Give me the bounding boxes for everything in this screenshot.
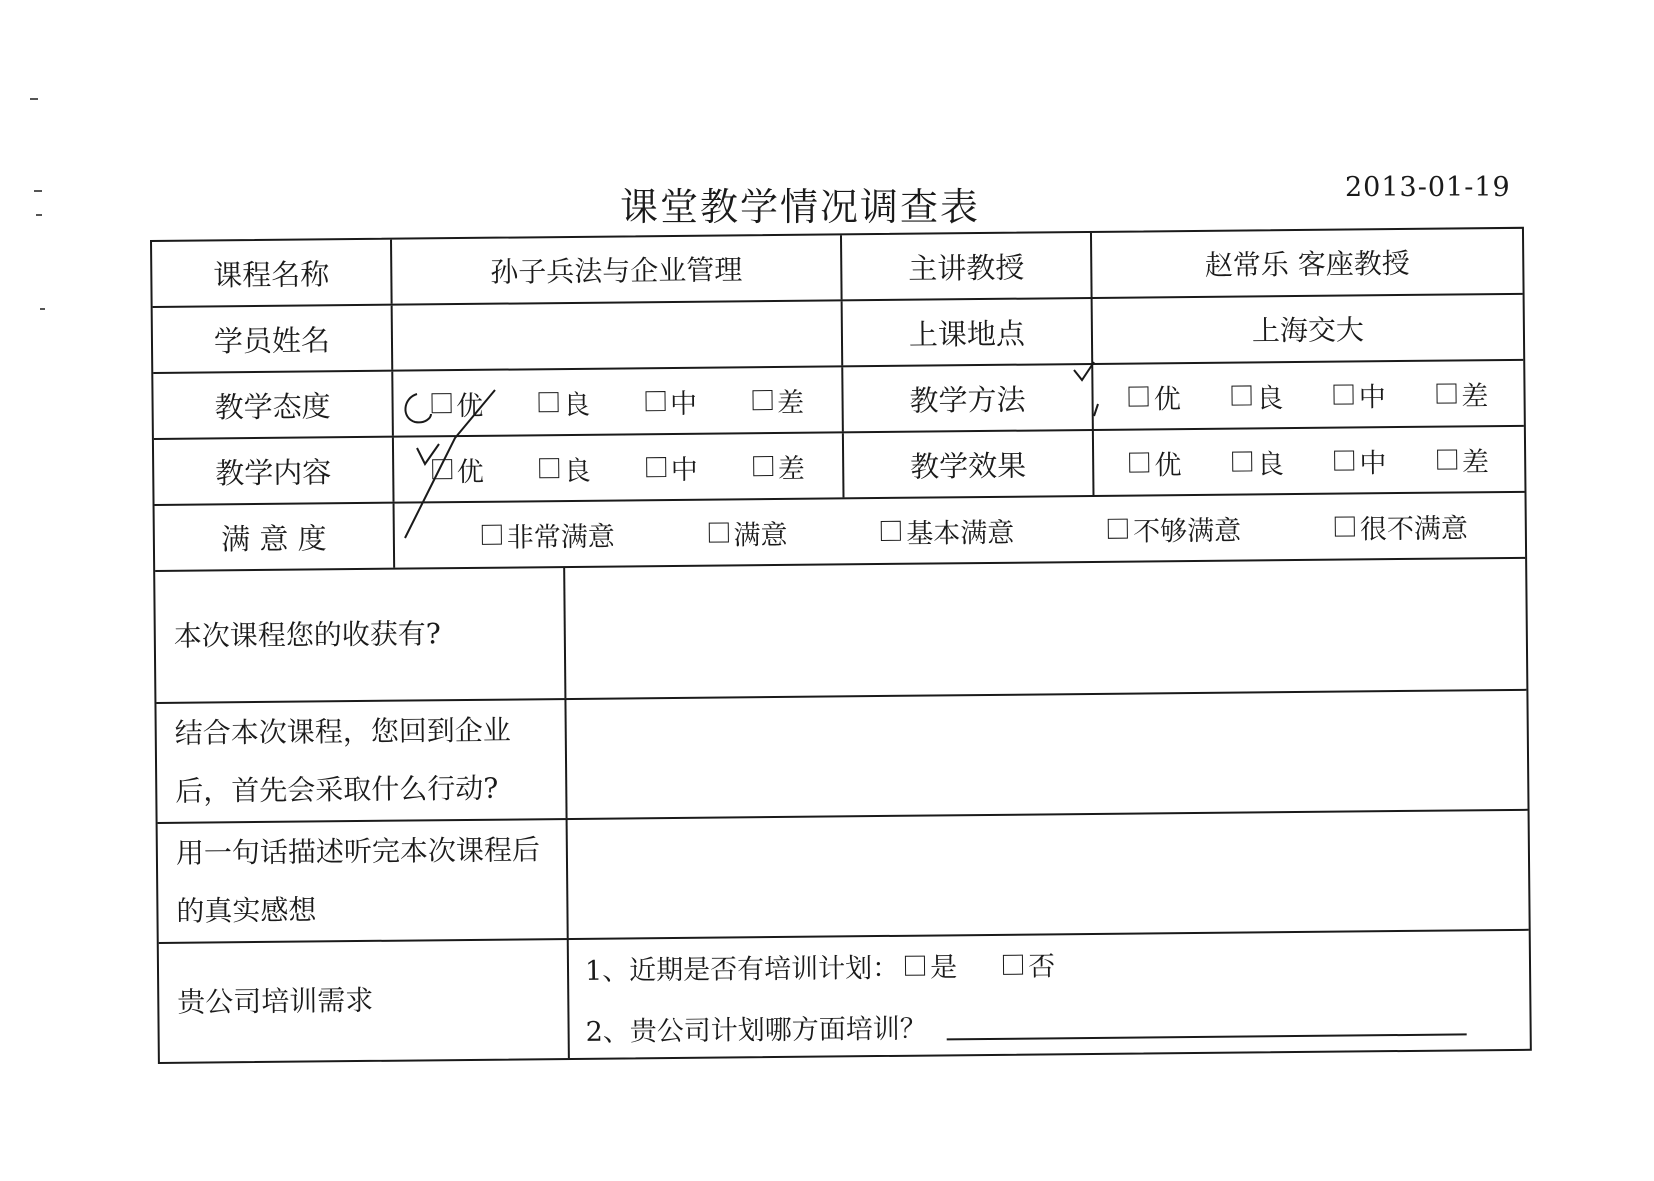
student-name-field[interactable] — [393, 301, 844, 369]
option-label: 良 — [562, 389, 591, 421]
option-label: 良 — [563, 455, 591, 487]
q1-answer[interactable] — [565, 559, 1526, 698]
option-label: 否 — [1028, 951, 1056, 983]
checkbox-icon — [1436, 383, 1456, 403]
attitude-option-excellent[interactable] — [431, 383, 483, 422]
page-title: 课堂教学情况调查表 — [620, 185, 981, 229]
method-option-good[interactable] — [1231, 376, 1283, 415]
checkbox-icon — [432, 459, 452, 479]
training-plan-question: 1、近期是否有培训计划： — [584, 952, 900, 987]
location-label: 上课地点 — [843, 299, 1094, 365]
checkbox-icon — [538, 392, 558, 412]
checkbox-icon — [431, 393, 451, 413]
row-q4 — [159, 931, 1530, 1062]
option-label: 差 — [777, 453, 805, 485]
effect-option-good[interactable] — [1232, 442, 1284, 481]
option-label: 优 — [456, 456, 484, 488]
training-area-input[interactable] — [947, 1007, 1467, 1040]
effect-option-excellent[interactable] — [1129, 443, 1181, 482]
checkbox-icon — [1334, 450, 1354, 470]
q2-label: 结合本次课程，您回到企业后，首先会采取什么行动? — [156, 700, 567, 822]
q3-answer[interactable] — [568, 811, 1529, 938]
checkbox-icon — [708, 522, 728, 542]
checkbox-icon — [1437, 449, 1457, 469]
checkbox-icon — [1129, 386, 1149, 406]
option-label: 差 — [1461, 446, 1490, 478]
option-label: 中 — [1359, 447, 1387, 479]
option-label: 很不满意 — [1359, 512, 1469, 545]
scan-speck — [34, 190, 42, 192]
option-label: 优 — [1154, 449, 1182, 481]
checkbox-icon — [1108, 519, 1128, 539]
option-label: 优 — [1153, 383, 1181, 415]
option-label: 不够满意 — [1132, 515, 1242, 548]
checkbox-icon — [1334, 384, 1354, 404]
method-option-fair[interactable] — [1334, 375, 1386, 414]
checkbox-icon — [646, 457, 666, 477]
checkbox-icon — [1231, 385, 1251, 405]
option-label: 非常满意 — [506, 521, 615, 554]
student-name-label: 学员姓名 — [153, 306, 394, 372]
attitude-label: 教学态度 — [153, 372, 394, 438]
option-label: 优 — [455, 390, 484, 422]
training-area-line — [585, 1001, 1467, 1048]
checkbox-icon — [752, 390, 772, 410]
option-label: 基本满意 — [906, 517, 1015, 550]
q4-label: 贵公司培训需求 — [159, 940, 570, 1062]
satisfaction-satisfied[interactable] — [708, 512, 787, 552]
row-q1 — [155, 559, 1526, 704]
satisfaction-very-unsatisfied[interactable] — [1335, 506, 1468, 546]
content-option-excellent[interactable] — [432, 449, 484, 488]
checkbox-icon — [645, 391, 665, 411]
option-label: 满意 — [733, 519, 788, 551]
attitude-options — [393, 367, 844, 435]
option-label: 是 — [930, 952, 958, 984]
lecturer-label: 主讲教授 — [842, 233, 1093, 299]
training-plan-yes[interactable] — [905, 945, 957, 984]
content-option-good[interactable] — [539, 448, 591, 487]
satisfaction-not-satisfied[interactable] — [1108, 508, 1241, 548]
scan-speck — [30, 98, 38, 100]
effect-options — [1094, 427, 1525, 495]
option-label: 差 — [776, 387, 805, 419]
checkbox-icon — [539, 458, 559, 478]
checkbox-icon — [1232, 451, 1252, 471]
option-label: 中 — [1358, 381, 1386, 413]
attitude-option-poor[interactable] — [752, 380, 804, 419]
training-plan-line — [585, 944, 1056, 988]
q1-label: 本次课程您的收获有? — [155, 568, 566, 702]
training-plan-no[interactable] — [1003, 944, 1055, 983]
checkbox-icon — [1335, 516, 1355, 536]
form-date: 2013-01-19 — [1345, 172, 1511, 203]
training-needs — [569, 931, 1530, 1058]
effect-option-poor[interactable] — [1437, 440, 1489, 479]
checkbox-icon — [881, 521, 901, 541]
method-options — [1093, 361, 1524, 429]
option-label: 良 — [1256, 382, 1284, 414]
checkbox-icon — [1003, 954, 1023, 974]
effect-option-fair[interactable] — [1334, 441, 1386, 480]
course-name-label: 课程名称 — [152, 240, 393, 306]
checkbox-icon — [482, 525, 502, 545]
checkbox-icon — [753, 456, 773, 476]
content-option-poor[interactable] — [753, 446, 805, 485]
row-q3 — [158, 811, 1529, 944]
satisfaction-label: 满 意 度 — [155, 504, 396, 570]
course-name-value[interactable]: 孙子兵法与企业管理 — [392, 235, 843, 303]
option-label: 中 — [670, 454, 698, 486]
scan-speck — [36, 214, 42, 216]
option-label: 良 — [1256, 448, 1285, 480]
content-options — [394, 433, 845, 501]
satisfaction-very-satisfied[interactable] — [482, 514, 615, 554]
option-label: 中 — [669, 388, 698, 420]
checkbox-icon — [905, 955, 925, 975]
location-value[interactable]: 上海交大 — [1251, 313, 1365, 348]
attitude-option-fair[interactable] — [645, 381, 697, 420]
effect-label: 教学效果 — [844, 431, 1095, 497]
satisfaction-basically-satisfied[interactable] — [881, 510, 1014, 550]
q3-label: 用一句话描述听完本次课程后的真实感想 — [158, 820, 569, 942]
survey-form — [150, 227, 1532, 1064]
lecturer-value[interactable]: 赵常乐 客座教授 — [1204, 246, 1410, 282]
satisfaction-options — [395, 493, 1526, 568]
content-label: 教学内容 — [154, 438, 395, 504]
attitude-option-good[interactable] — [538, 382, 590, 421]
option-label: 差 — [1461, 380, 1489, 412]
method-option-excellent[interactable] — [1129, 377, 1181, 416]
checkbox-icon — [1129, 452, 1149, 472]
row-q2 — [156, 691, 1527, 824]
method-label: 教学方法 — [843, 365, 1094, 431]
scan-speck — [40, 308, 45, 310]
q2-answer[interactable] — [566, 691, 1527, 818]
training-area-question: 2、贵公司计划哪方面培训？ — [585, 1013, 927, 1048]
content-option-fair[interactable] — [646, 447, 698, 486]
method-option-poor[interactable] — [1436, 374, 1488, 413]
